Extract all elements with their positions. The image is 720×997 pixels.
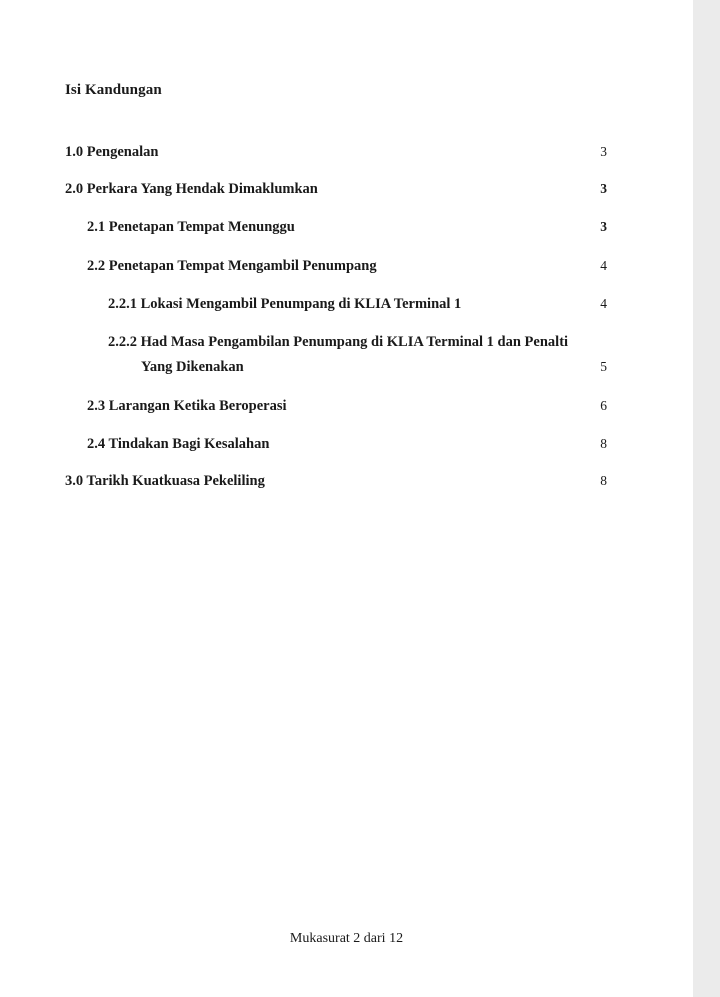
- toc-entry-1-0[interactable]: 1.0 Pengenalan: [65, 144, 159, 160]
- toc-page-1-0: 3: [600, 144, 607, 159]
- toc-entry-2-3[interactable]: 2.3 Larangan Ketika Beroperasi: [87, 398, 287, 414]
- toc-heading: Isi Kandungan: [65, 82, 162, 98]
- toc-entry-2-2-1[interactable]: 2.2.1 Lokasi Mengambil Penumpang di KLIA Terminal 1: [108, 296, 462, 312]
- toc-entry-2-2-2-continuation[interactable]: Yang Dikenakan: [141, 359, 244, 375]
- toc-page-2-2-1: 4: [600, 296, 607, 311]
- toc-entry-2-1[interactable]: 2.1 Penetapan Tempat Menunggu: [87, 219, 295, 235]
- toc-page-2-3: 6: [600, 398, 607, 413]
- toc-page-2-1: 3: [600, 219, 607, 234]
- toc-entry-2-2[interactable]: 2.2 Penetapan Tempat Mengambil Penumpang: [87, 258, 377, 274]
- viewer-side-margin: [693, 0, 720, 997]
- toc-page-2-0: 3: [600, 181, 607, 196]
- toc-entry-3-0[interactable]: 3.0 Tarikh Kuatkuasa Pekeliling: [65, 473, 265, 489]
- page-footer: Mukasurat 2 dari 12: [289, 931, 404, 946]
- toc-page-2-2: 4: [600, 258, 607, 273]
- toc-page-2-2-2: 5: [600, 359, 607, 374]
- toc-entry-2-2-2[interactable]: 2.2.2 Had Masa Pengambilan Penumpang di KLIA Terminal 1 dan Penalti: [108, 334, 569, 350]
- toc-entry-2-0[interactable]: 2.0 Perkara Yang Hendak Dimaklumkan: [65, 181, 318, 197]
- toc-entry-2-4[interactable]: 2.4 Tindakan Bagi Kesalahan: [87, 436, 270, 452]
- toc-page-3-0: 8: [600, 473, 607, 488]
- toc-page-2-4: 8: [600, 436, 607, 451]
